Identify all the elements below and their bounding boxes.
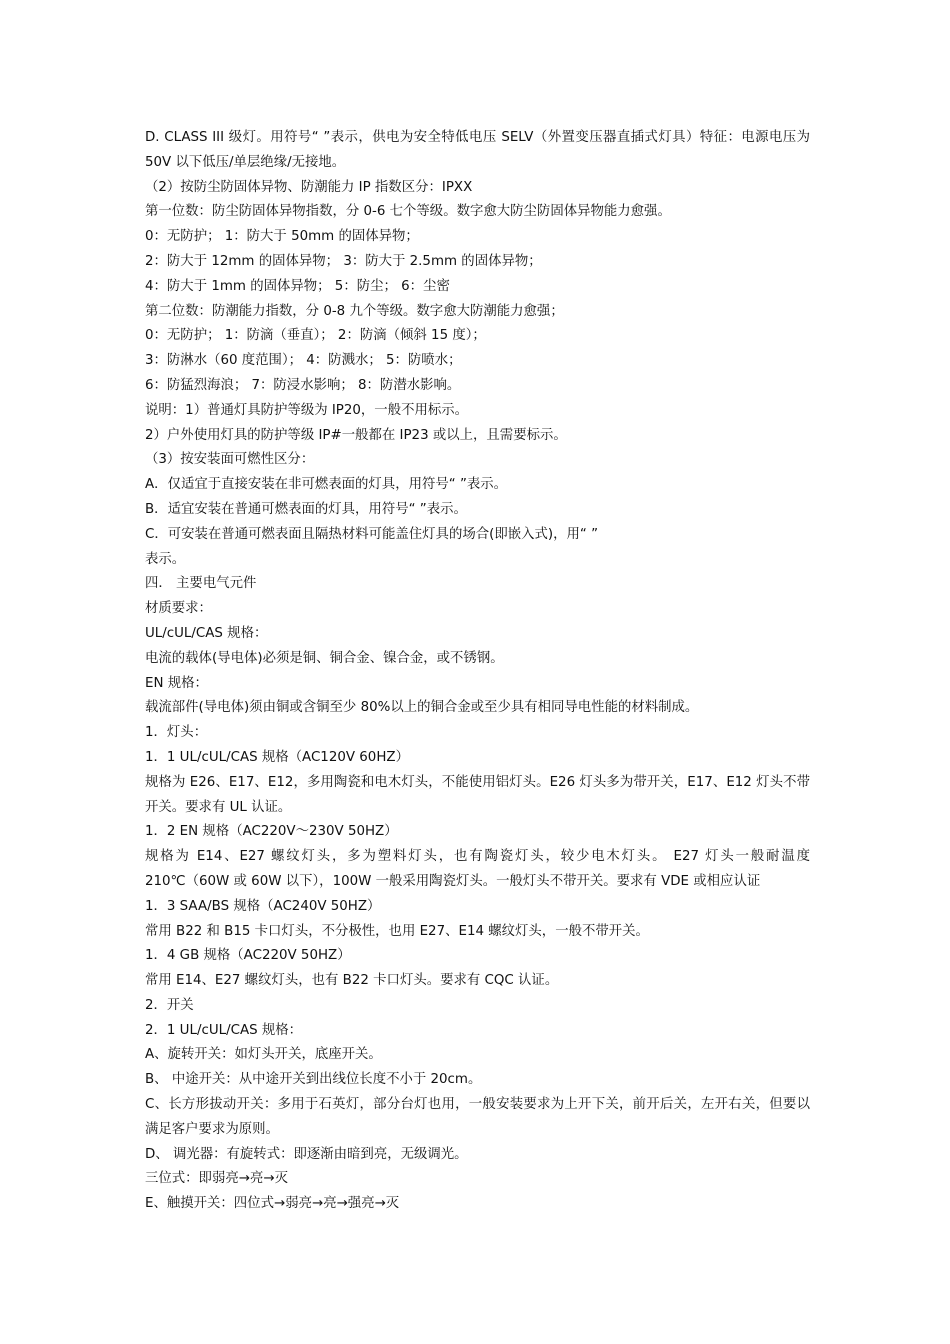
text-line: 电流的载体(导电体)必须是铜、铜合金、镍合金，或不锈钢。 — [145, 650, 504, 666]
text-line: 材质要求： — [145, 601, 212, 617]
text-line: 规格为 E26、E17、E12，多用陶瓷和电木灯头，不能使用铝灯头。E26 灯头多为带开关，E17、E12 灯头不带开关。要求有 UL 认证。 — [145, 774, 810, 815]
text-line: 1．4 GB 规格（AC220V 50HZ） — [145, 948, 351, 964]
document-body — [145, 126, 810, 1217]
text-line: 0：无防护； 1：防大于 50mm 的固体异物； — [145, 229, 419, 245]
text-line: 1．3 SAA/BS 规格（AC240V 50HZ） — [145, 898, 381, 914]
text-line: 6：防猛烈海浪； 7：防浸水影响； 8：防潜水影响。 — [145, 377, 461, 393]
text-line: D、 调光器：有旋转式：即逐渐由暗到亮，无级调光。 — [145, 1146, 468, 1162]
text-line: （3）按安装面可燃性区分： — [145, 452, 315, 468]
text-line: D. CLASS III 级灯。用符号“ ”表示，供电为安全特低电压 SELV（外置变压器直插式灯具）特征：电源电压为 50V 以下低压/单层绝缘/无接地。 — [145, 130, 810, 170]
text-line: 1．1 UL/cUL/CAS 规格（AC120V 60HZ） — [145, 749, 409, 765]
text-line: （2）按防尘防固体异物、防潮能力 IP 指数区分：IPXX — [145, 179, 473, 195]
text-line: EN 规格： — [145, 675, 208, 691]
text-line: 说明：1）普通灯具防护等级为 IP20，一般不用标示。 — [145, 402, 469, 418]
text-line: C、长方形拔动开关：多用于石英灯，部分台灯也用，一般安装要求为上开下关，前开后关，左开右关，但要以满足客户要求为原则。 — [145, 1097, 810, 1137]
text-line: 第一位数：防尘防固体异物指数，分 0-6 七个等级。数字愈大防尘防固体异物能力愈强。 — [145, 204, 671, 220]
text-line: 规格为 E14、E27 螺纹灯头，多为塑料灯头，也有陶瓷灯头，较少电木灯头。 E27 灯头一般耐温度 210℃（60W 或 60W 以下），100W 一般采用陶瓷灯头。一般灯头不带开关。要求有 VDE 或相应认证 — [145, 849, 810, 889]
text-line: B．适宜安装在普通可燃表面的灯具，用符号“ ”表示。 — [145, 501, 467, 517]
text-line: B、 中途开关：从中途开关到出线位长度不小于 20cm。 — [145, 1072, 482, 1088]
text-line: A、旋转开关：如灯头开关，底座开关。 — [145, 1047, 382, 1063]
text-line: C．可安装在普通可燃表面且隔热材料可能盖住灯具的场合(即嵌入式)，用“ ” — [145, 526, 599, 542]
text-line: 载流部件(导电体)须由铜或含铜至少 80%以上的铜合金或至少具有相同导电性能的材料制成。 — [145, 700, 699, 716]
text-line: 1．灯头： — [145, 725, 208, 741]
text-line: 4：防大于 1mm 的固体异物； 5：防尘； 6：尘密 — [145, 278, 450, 294]
text-line: 3：防淋水（60 度范围）； 4：防溅水； 5：防喷水； — [145, 353, 462, 369]
text-line: 第二位数：防潮能力指数，分 0-8 九个等级。数字愈大防潮能力愈强； — [145, 303, 564, 319]
text-line: 四． 主要电气元件 — [145, 576, 257, 592]
text-line: 2）户外使用灯具的防护等级 IP#一般都在 IP23 或以上，且需要标示。 — [145, 427, 567, 443]
text-line: A．仅适宜于直接安装在非可燃表面的灯具，用符号“ ”表示。 — [145, 477, 508, 493]
text-line: 常用 E14、E27 螺纹灯头，也有 B22 卡口灯头。要求有 CQC 认证。 — [145, 973, 559, 989]
text-line: 三位式：即弱亮→亮→灭 — [145, 1171, 288, 1187]
text-line: 2．开关 — [145, 997, 194, 1013]
text-line: 2：防大于 12mm 的固体异物； 3：防大于 2.5mm 的固体异物； — [145, 253, 542, 269]
text-line: 2．1 UL/cUL/CAS 规格： — [145, 1022, 303, 1038]
text-line: 常用 B22 和 B15 卡口灯头，不分极性，也用 E27、E14 螺纹灯头，一般不带开关。 — [145, 923, 649, 939]
text-line: 0：无防护； 1：防滴（垂直）； 2：防滴（倾斜 15 度）； — [145, 328, 486, 344]
text-line: 1．2 EN 规格（AC220V～230V 50HZ） — [145, 824, 398, 840]
text-line: UL/cUL/CAS 规格： — [145, 625, 268, 641]
text-line: E、触摸开关：四位式→弱亮→亮→强亮→灭 — [145, 1196, 400, 1212]
text-line: 表示。 — [145, 551, 186, 567]
